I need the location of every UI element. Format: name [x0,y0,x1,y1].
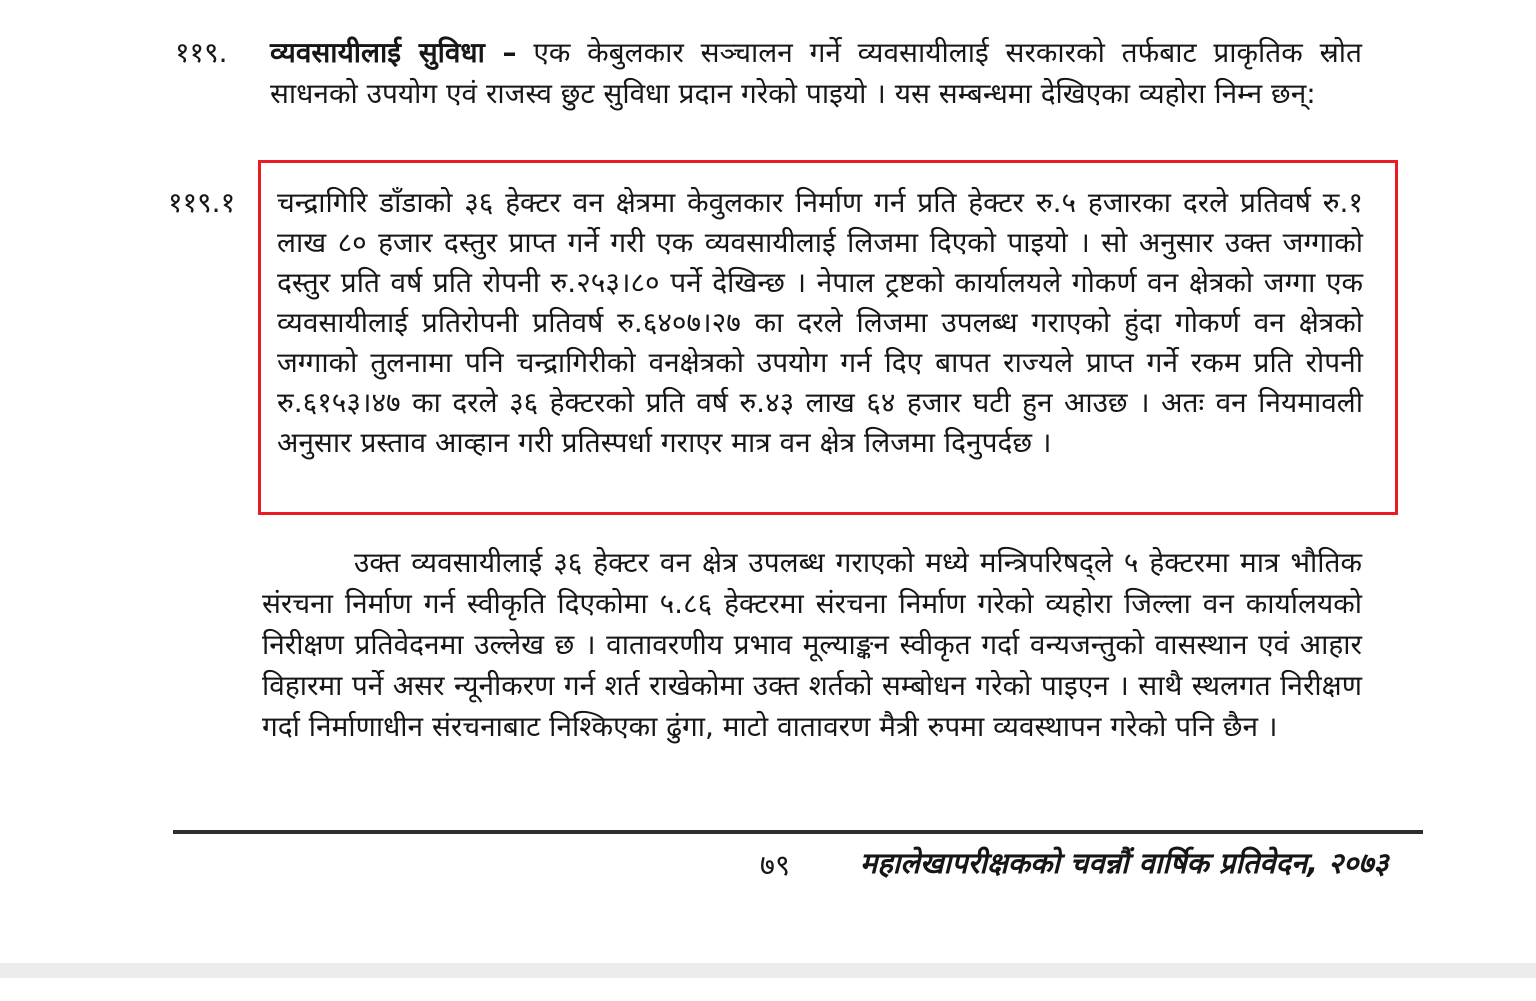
paragraph-119-number: ११९. [175,36,228,69]
bottom-scroll-strip [0,963,1536,978]
paragraph-119 [270,32,1362,114]
paragraph-119-1-body: चन्द्रागिरि डाँडाको ३६ हेक्टर वन क्षेत्रमा केवुलकार निर्माण गर्न प्रति हेक्टर रु.५ हजारका दरले प्रतिवर्ष रु.१ लाख ८० हजार दस्तुर प्राप्त गर्ने गरी एक व्यवसायीलाई लिजमा दिएको पाइयो । सो अनुसार उक्त जग्गाको दस्तुर प्रति वर्ष प्रति रोपनी रु.२५३।८० पर्ने देखिन्छ । नेपाल ट्रष्टको कार्यालयले गोकर्ण वन क्षेत्रको जग्गा एक व्यवसायीलाई प्रतिरोपनी प्रतिवर्ष रु.६४०७।२७ का दरले लिजमा उपलब्ध गराएको हुंदा गोकर्ण वन क्षेत्रको जग्गाको तुलनामा पनि चन्द्रागिरीको वनक्षेत्रको उपयोग गर्न दिए बापत राज्यले प्राप्त गर्ने रकम प्रति रोपनी रु.६१५३।४७ का दरले ३६ हेक्टरको प्रति वर्ष रु.४३ लाख ६४ हजार घटी हुन आउछ । अतः वन नियमावली अनुसार प्रस्ताव आव्हान गरी प्रतिस्पर्धा गराएर मात्र वन क्षेत्र लिजमा दिनुपर्दछ । [277,186,1363,459]
highlight-box [258,160,1398,515]
paragraph-119-body: एक केबुलकार सञ्चालन गर्ने व्यवसायीलाई सरकारको तर्फबाट प्राकृतिक स्रोत साधनको उपयोग एवं राजस्व छुट सुविधा प्रदान गरेको पाइयो । यस सम्बन्धमा देखिएका व्यहोरा निम्न छन्: [270,36,1362,110]
followup-paragraph: उक्त व्यवसायीलाई ३६ हेक्टर वन क्षेत्र उपलब्ध गराएको मध्ये मन्त्रिपरिषद्ले ५ हेक्टरमा मात्र भौतिक संरचना निर्माण गर्न स्वीकृति दिएकोमा ५.८६ हेक्टरमा संरचना निर्माण गरेको व्यहोरा जिल्ला वन कार्यालयको निरीक्षण प्रतिवेदनमा उल्लेख छ । वातावरणीय प्रभाव मूल्याङ्कन स्वीकृत गर्दा वन्यजन्तुको वासस्थान एवं आहार विहारमा पर्ने असर न्यूनीकरण गर्न शर्त राखेकोमा उक्त शर्तको सम्बोधन गरेको पाइएन । साथै स्थलगत निरीक्षण गर्दा निर्माणाधीन संरचनाबाट निश्किएका ढुंगा, माटो वातावरण मैत्री रुपमा व्यवस्थापन गरेको पनि छैन । [262,546,1362,743]
paragraph-119-1-number: ११९.१ [168,186,236,219]
paragraph-119-heading: व्यवसायीलाई सुविधा – [270,36,517,69]
footer-rule [173,830,1423,834]
footer-page-number: ७९ [759,848,791,882]
footer-report-title: महालेखापरीक्षकको चवन्नौं वार्षिक प्रतिवेदन, २०७३ [860,846,1389,880]
